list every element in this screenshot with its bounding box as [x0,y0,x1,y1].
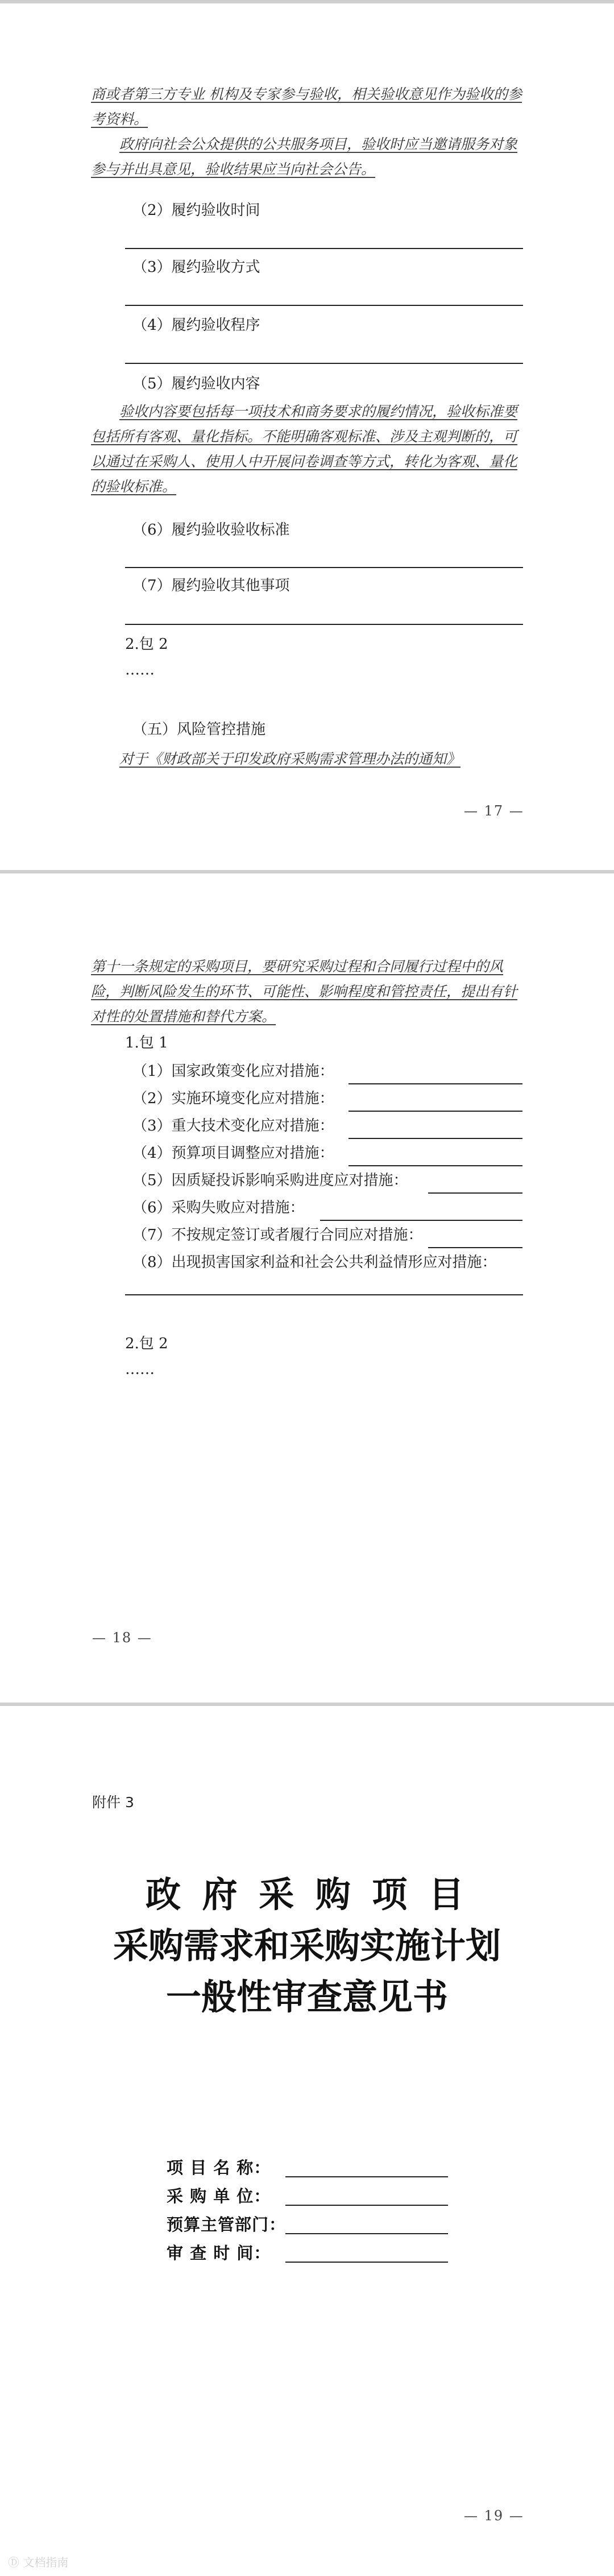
blank-line [349,1111,522,1112]
blank-line [349,1083,522,1084]
measure-item: （5）因质疑投诉影响采购进度应对措施： [132,1172,408,1189]
purchasing-unit-label: 采 购 单 位： [167,2186,271,2206]
blank-line [349,1165,522,1166]
paragraph: 验收内容要包括每一项技术和商务要求的履约情况，验收标准要包括所有客观、量化指标。不能明确客观标准、涉及主观判断的，可以通过在采购人、使用人中开展问卷调查等方式，转化为客观、量化的验收标准。 [91,403,518,495]
ellipsis: …… [125,661,155,678]
list-item: （5）履约验收内容 [132,375,260,392]
measure-item: （4）预算项目调整应对措施： [132,1145,334,1162]
paragraph: 政府向社会公众提供的公共服务项目，验收时应当邀请服务对象参与并出具意见，验收结果应当向社会公告。 [91,136,518,177]
measure-item: （7）不按规定签订或者履行合同应对措施： [132,1227,423,1244]
list-item: （3）履约验收方式 [132,259,260,276]
list-item: （2）履约验收时间 [132,202,260,219]
document-title-line-2: 采购需求和采购实施计划 [113,1925,501,1966]
project-name-field[interactable] [285,2176,448,2177]
document-title-line-1: 政 府 采 购 项 目 [146,1874,468,1915]
measure-item: （2）实施环境变化应对措施： [132,1090,334,1107]
page-number: — 19 — [464,2508,524,2524]
watermark: Ⓓ 文档指南 [8,2556,69,2569]
blank-line [125,624,523,625]
blank-line [349,1138,522,1139]
budget-department-field[interactable] [285,2233,448,2234]
page-17 [0,0,614,870]
page-19 [0,1706,614,2576]
list-item: （6）履约验收验收标准 [132,521,290,539]
paragraph: 商或者第三方专业 机构及专家参与验收，相关验收意见作为验收的参考资料。 [91,86,522,127]
paragraph: 第十一条规定的采购项目，要研究采购过程和合同履行过程中的风险，判断风险发生的环节、可能性、影响程度和管控责任，提出有针对性的处置措施和替代方案。 [91,958,518,1025]
document-title-line-3: 一般性审查意见书 [165,1976,448,2018]
blank-line [125,363,523,364]
blank-line [428,1247,522,1248]
measure-item: （8）出现损害国家利益和社会公共利益情形应对措施： [132,1254,497,1271]
ellipsis: …… [125,1361,155,1378]
page-number: — 18 — [92,1630,152,1646]
blank-line [125,1294,523,1295]
attachment-label: 附件 3 [92,1794,134,1811]
list-item: （7）履约验收其他事项 [132,577,290,594]
measure-item: （1）国家政策变化应对措施： [132,1063,334,1080]
purchasing-unit-field[interactable] [285,2205,448,2206]
package-label: 2.包 2 [125,636,168,653]
blank-line [125,248,523,249]
section-heading: （五）风险管控措施 [132,721,266,738]
blank-line [320,1220,522,1221]
paragraph: 对于《财政部关于印发政府采购需求管理办法的通知》 [119,751,461,767]
page-number: — 17 — [464,803,524,819]
project-name-label: 项 目 名 称： [167,2158,271,2177]
package-label: 1.包 1 [125,1034,168,1051]
list-item: （4）履约验收程序 [132,317,260,334]
blank-line [125,305,523,306]
review-time-label: 审 查 时 间： [167,2243,271,2263]
measure-item: （6）采购失败应对措施： [132,1199,305,1216]
review-time-field[interactable] [285,2262,448,2263]
package-label: 2.包 2 [125,1335,168,1352]
budget-department-label: 预算主管部门： [167,2215,287,2234]
page-18 [0,873,614,1703]
measure-item: （3）重大技术变化应对措施： [132,1117,334,1134]
blank-line [428,1192,522,1194]
blank-line [125,567,523,568]
